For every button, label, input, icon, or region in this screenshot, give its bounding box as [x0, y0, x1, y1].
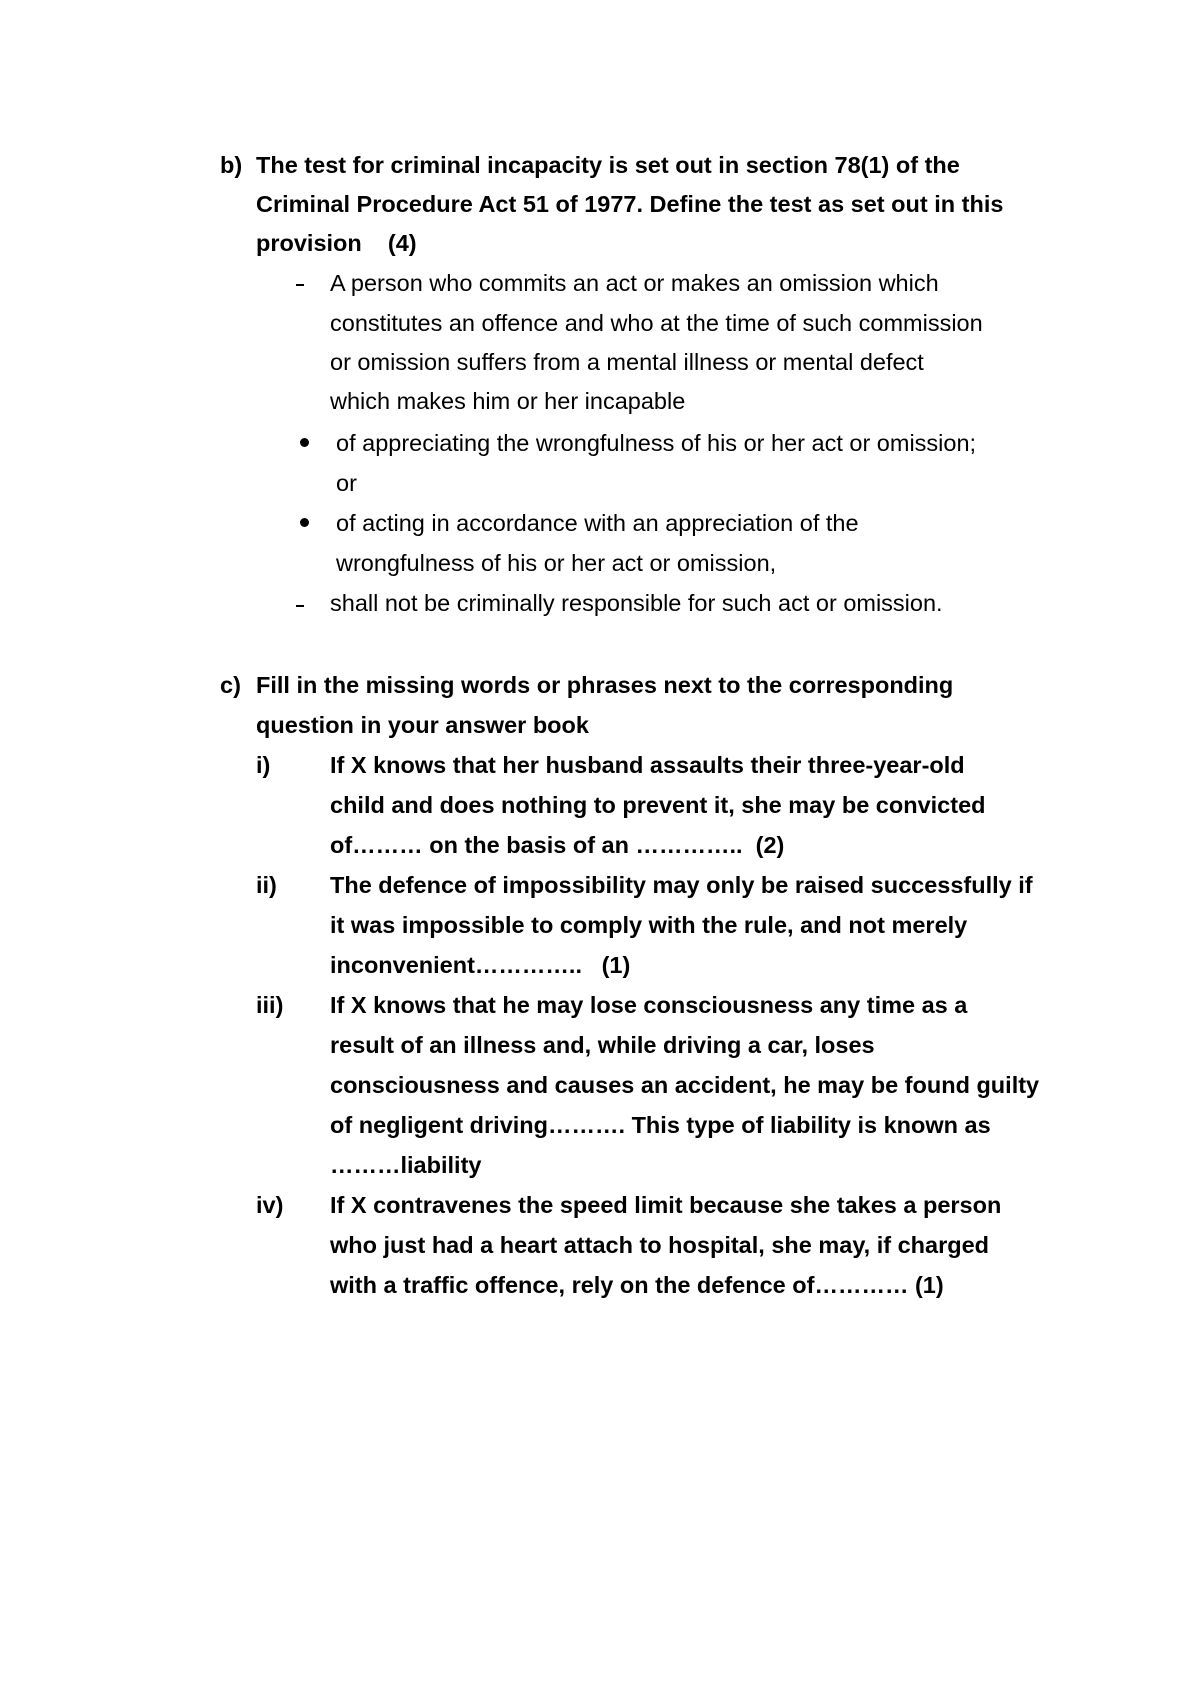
dash-marker — [296, 605, 304, 607]
item-i-marker: i) — [256, 752, 271, 778]
bullet-marker — [300, 518, 309, 527]
dash-item-1-line-4: which makes him or her incapable — [330, 388, 686, 414]
item-ii-line-3: inconvenient………….. (1) — [330, 952, 631, 978]
item-iii-line-5: ………liability — [330, 1152, 482, 1178]
section-b-question-line-3: provision (4) — [256, 230, 417, 256]
item-ii-line-1: The defence of impossibility may only be raised successfully if — [330, 872, 1033, 898]
item-iii-line-4: of negligent driving………. This type of liability is known as — [330, 1112, 991, 1138]
dash-item-2: shall not be criminally responsible for such act or omission. — [330, 590, 943, 616]
item-iii-line-1: If X knows that he may lose consciousness any time as a — [330, 992, 968, 1018]
bullet-1-line-1: of appreciating the wrongfulness of his or her act or omission; — [336, 430, 977, 456]
dash-item-1-line-2: constitutes an offence and who at the time of such commission — [330, 310, 983, 336]
item-iv-line-2: who just had a heart attach to hospital, she may, if charged — [330, 1232, 989, 1258]
bullet-marker — [300, 438, 309, 447]
item-iii-marker: iii) — [256, 992, 284, 1018]
item-ii-line-2: it was impossible to comply with the rule, and not merely — [330, 912, 968, 938]
item-iii-line-3: consciousness and causes an accident, he may be found guilty — [330, 1072, 1040, 1098]
item-iv-line-3: with a traffic offence, rely on the defence of………… (1) — [330, 1272, 944, 1298]
section-b-question-line-2: Criminal Procedure Act 51 of 1977. Define the test as set out in this — [256, 191, 1004, 217]
bullet-2-line-1: of acting in accordance with an appreciation of the — [336, 510, 859, 536]
item-i-line-2: child and does nothing to prevent it, she may be convicted — [330, 792, 986, 818]
item-iv-marker: iv) — [256, 1192, 284, 1218]
bullet-1-line-2: or — [336, 470, 357, 496]
section-b-question-line-1: The test for criminal incapacity is set out in section 78(1) of the — [256, 152, 960, 178]
item-iv-line-1: If X contravenes the speed limit because she takes a person — [330, 1192, 1002, 1218]
section-b-marker: b) — [220, 152, 243, 178]
bullet-2-line-2: wrongfulness of his or her act or omission, — [336, 550, 777, 576]
item-i-line-3: of……… on the basis of an ………….. (2) — [330, 832, 785, 858]
item-iii-line-2: result of an illness and, while driving a car, loses — [330, 1032, 875, 1058]
section-c-question-line-2: question in your answer book — [256, 712, 589, 738]
item-ii-marker: ii) — [256, 872, 277, 898]
section-c-question-line-1: Fill in the missing words or phrases next to the corresponding — [256, 672, 954, 698]
item-i-line-1: If X knows that her husband assaults their three-year-old — [330, 752, 965, 778]
dash-marker — [296, 284, 304, 286]
section-c-marker: c) — [220, 672, 241, 698]
dash-item-1-line-3: or omission suffers from a mental illness or mental defect — [330, 349, 924, 375]
dash-item-1-line-1: A person who commits an act or makes an omission which — [330, 270, 939, 296]
